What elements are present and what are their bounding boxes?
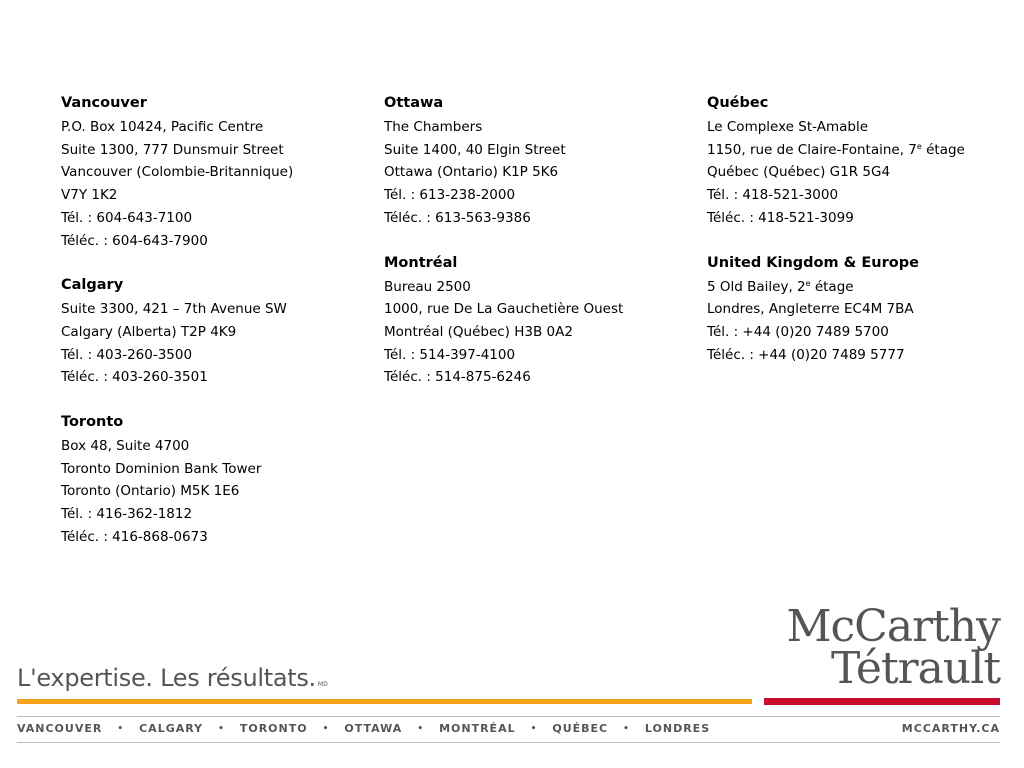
footer-separator-bullet: •	[417, 723, 425, 734]
office-address-line: Tél. : 418-521-3000	[707, 187, 839, 204]
footer-separator-bullet: •	[218, 723, 225, 734]
office-address-line: Toronto Dominion Bank Tower	[61, 460, 262, 477]
office-block-vancouver	[61, 93, 381, 252]
mccarthy-tetrault-logo	[786, 601, 1000, 694]
footer-city-montreal: MONTRÉAL	[439, 722, 516, 735]
office-address-line: 5 Old Bailey, 2e étage	[707, 278, 854, 295]
office-name: Toronto	[61, 414, 124, 431]
office-address-line: Londres, Angleterre EC4M 7BA	[707, 301, 914, 318]
office-address-line: Tél. : 403-260-3500	[61, 346, 193, 363]
footer-city-ottawa: OTTAWA	[344, 722, 403, 735]
office-address-line: Tél. : 514-397-4100	[384, 346, 516, 363]
footer-city-toronto: TORONTO	[239, 722, 308, 735]
footer-city-list	[17, 722, 710, 735]
office-address-line: Québec (Québec) G1R 5G4	[707, 164, 891, 181]
office-address-line: Calgary (Alberta) T2P 4K9	[61, 323, 237, 340]
footer-city-vancouver: VANCOUVER	[17, 722, 103, 735]
office-address-line: Suite 1300, 777 Dunsmuir Street	[61, 141, 284, 158]
office-column-2	[384, 93, 704, 412]
office-name: Calgary	[61, 277, 124, 294]
office-block-ottawa	[384, 93, 704, 230]
office-address-line: Téléc. : 416-868-0673	[61, 528, 208, 545]
office-block-calgary	[61, 275, 381, 389]
tagline	[17, 664, 328, 692]
office-address-line: Toronto (Ontario) M5K 1E6	[61, 483, 240, 500]
office-address-line: V7Y 1K2	[61, 187, 118, 204]
office-address-line: Tél. : +44 (0)20 7489 5700	[707, 323, 889, 340]
footer-separator-bullet: •	[623, 723, 630, 734]
office-block-toronto	[61, 412, 381, 549]
office-address-line: Vancouver (Colombie-Britannique)	[61, 164, 294, 181]
office-address-line: Téléc. : 613-563-9386	[384, 209, 531, 226]
office-address-line: Tél. : 613-238-2000	[384, 187, 516, 204]
office-address-line: Box 48, Suite 4700	[61, 438, 190, 455]
footer	[17, 722, 1000, 738]
office-name: Montréal	[384, 254, 458, 271]
office-name: Québec	[707, 95, 769, 111]
office-address-line: Montréal (Québec) H3B 0A2	[384, 323, 573, 340]
footer-city-quebec: QUÉBEC	[552, 722, 609, 735]
office-block-united-kingdom-europe	[707, 253, 1024, 367]
office-name: Vancouver	[61, 95, 147, 111]
office-name: Ottawa	[384, 95, 444, 111]
office-column-1	[61, 93, 381, 572]
office-address-line: Téléc. : 418-521-3099	[707, 209, 854, 226]
footer-city-londres: LONDRES	[644, 722, 711, 735]
trademark-mark: MD	[317, 681, 328, 688]
office-name: United Kingdom & Europe	[707, 254, 919, 271]
footer-separator-bullet: •	[530, 723, 538, 734]
footer-city-calgary: CALGARY	[139, 722, 204, 735]
footer-separator-bullet: •	[117, 723, 125, 734]
footer-rule-bottom	[17, 742, 1000, 743]
office-address-line: Téléc. : 403-260-3501	[61, 369, 208, 386]
red-accent-bar	[764, 698, 1000, 705]
office-address-line: Suite 1400, 40 Elgin Street	[384, 141, 566, 158]
office-address-line: P.O. Box 10424, Pacific Centre	[61, 119, 264, 135]
office-address-line: Le Complexe St-Amable	[707, 119, 868, 135]
office-address-line: The Chambers	[384, 119, 483, 135]
logo-line-2: Tétrault	[830, 643, 1000, 694]
footer-rule-top	[17, 716, 1000, 717]
office-address-line: Téléc. : 604-643-7900	[61, 232, 208, 249]
office-address-line: Bureau 2500	[384, 278, 471, 295]
office-address-line: Ottawa (Ontario) K1P 5K6	[384, 164, 559, 181]
office-address-line: Suite 3300, 421 – 7th Avenue SW	[61, 301, 287, 318]
office-address-line: Tél. : 416-362-1812	[61, 506, 193, 523]
office-address-line: Téléc. : 514-875-6246	[384, 369, 531, 386]
office-column-3	[707, 93, 1024, 389]
office-address-line: Tél. : 604-643-7100	[61, 209, 193, 226]
tagline-text: L'expertise. Les résultats.	[17, 664, 316, 692]
office-block-quebec	[707, 93, 1024, 230]
footer-website-link[interactable]: MCCARTHY.CA	[901, 722, 1000, 735]
orange-accent-bar	[17, 699, 752, 704]
logo-line-1: McCarthy	[786, 601, 1000, 652]
office-address-line: 1150, rue de Claire-Fontaine, 7e étage	[707, 141, 965, 158]
footer-separator-bullet: •	[322, 723, 330, 734]
office-block-montreal	[384, 253, 704, 390]
office-address-line: Téléc. : +44 (0)20 7489 5777	[707, 346, 905, 363]
office-address-line: 1000, rue De La Gauchetière Ouest	[384, 301, 624, 318]
